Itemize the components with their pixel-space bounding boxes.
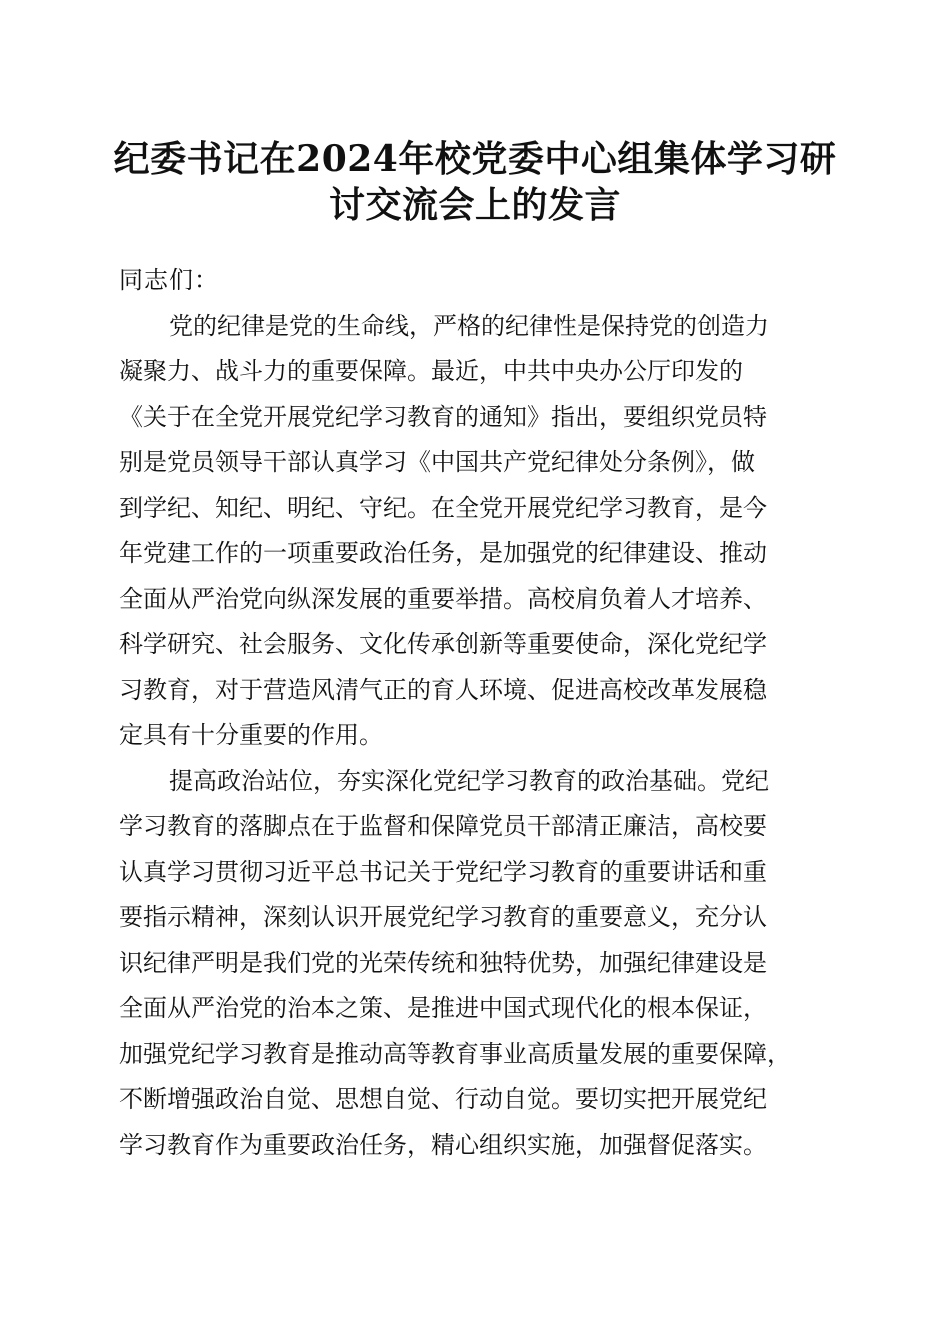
paragraph-line: 《关于在全党开展党纪学习教育的通知》指出，要组织党员特 [119, 402, 767, 431]
document-title [100, 136, 850, 228]
paragraph-line: 认真学习贯彻习近平总书记关于党纪学习教育的重要讲话和重 [119, 857, 767, 886]
paragraph-line: 到学纪、知纪、明纪、守纪。在全党开展党纪学习教育，是今 [119, 493, 767, 522]
title-line-2: 讨交流会上的发言 [328, 184, 621, 226]
salutation: 同志们： [119, 266, 219, 294]
paragraph-line: 科学研究、社会服务、文化传承创新等重要使命，深化党纪学 [119, 630, 767, 658]
paragraph-line: 学习教育作为重要政治任务，精心组织实施，加强督促落实。 [119, 1130, 767, 1159]
paragraph-line: 全面从严治党的治本之策、是推进中国式现代化的根本保证， [119, 994, 767, 1022]
paragraph-line: 别是党员领导干部认真学习《中国共产党纪律处分条例》，做 [119, 448, 755, 476]
paragraph-line: 党的纪律是党的生命线，严格的纪律性是保持党的创造力 [169, 311, 769, 340]
paragraph-line: 凝聚力、战斗力的重要保障。最近，中共中央办公厅印发的 [119, 357, 743, 385]
paragraph-line: 加强党纪学习教育是推动高等教育事业高质量发展的重要保障， [119, 1039, 791, 1068]
paragraph-line: 定具有十分重要的作用。 [119, 721, 383, 749]
document-body [119, 258, 849, 1168]
paragraph-line: 习教育，对于营造风清气正的育人环境、促进高校改革发展稳 [119, 675, 767, 704]
paragraph-1 [119, 304, 849, 759]
paragraph-line: 要指示精神，深刻认识开展党纪学习教育的重要意义，充分认 [119, 903, 767, 931]
paragraph-line: 年党建工作的一项重要政治任务，是加强党的纪律建设、推动 [119, 539, 767, 567]
paragraph-line: 提高政治站位，夯实深化党纪学习教育的政治基础。党纪 [169, 766, 769, 795]
title-line-1: 纪委书记在2024年校党委中心组集体学习研 [113, 138, 837, 180]
paragraph-line: 不断增强政治自觉、思想自觉、行动自觉。要切实把开展党纪 [119, 1085, 767, 1113]
paragraph-line: 全面从严治党向纵深发展的重要举措。高校肩负着人才培养、 [119, 584, 767, 613]
paragraph-line: 识纪律严明是我们党的光荣传统和独特优势，加强纪律建设是 [119, 948, 767, 977]
paragraph-line: 学习教育的落脚点在于监督和保障党员干部清正廉洁，高校要 [119, 812, 767, 840]
paragraph-2 [119, 759, 849, 1169]
